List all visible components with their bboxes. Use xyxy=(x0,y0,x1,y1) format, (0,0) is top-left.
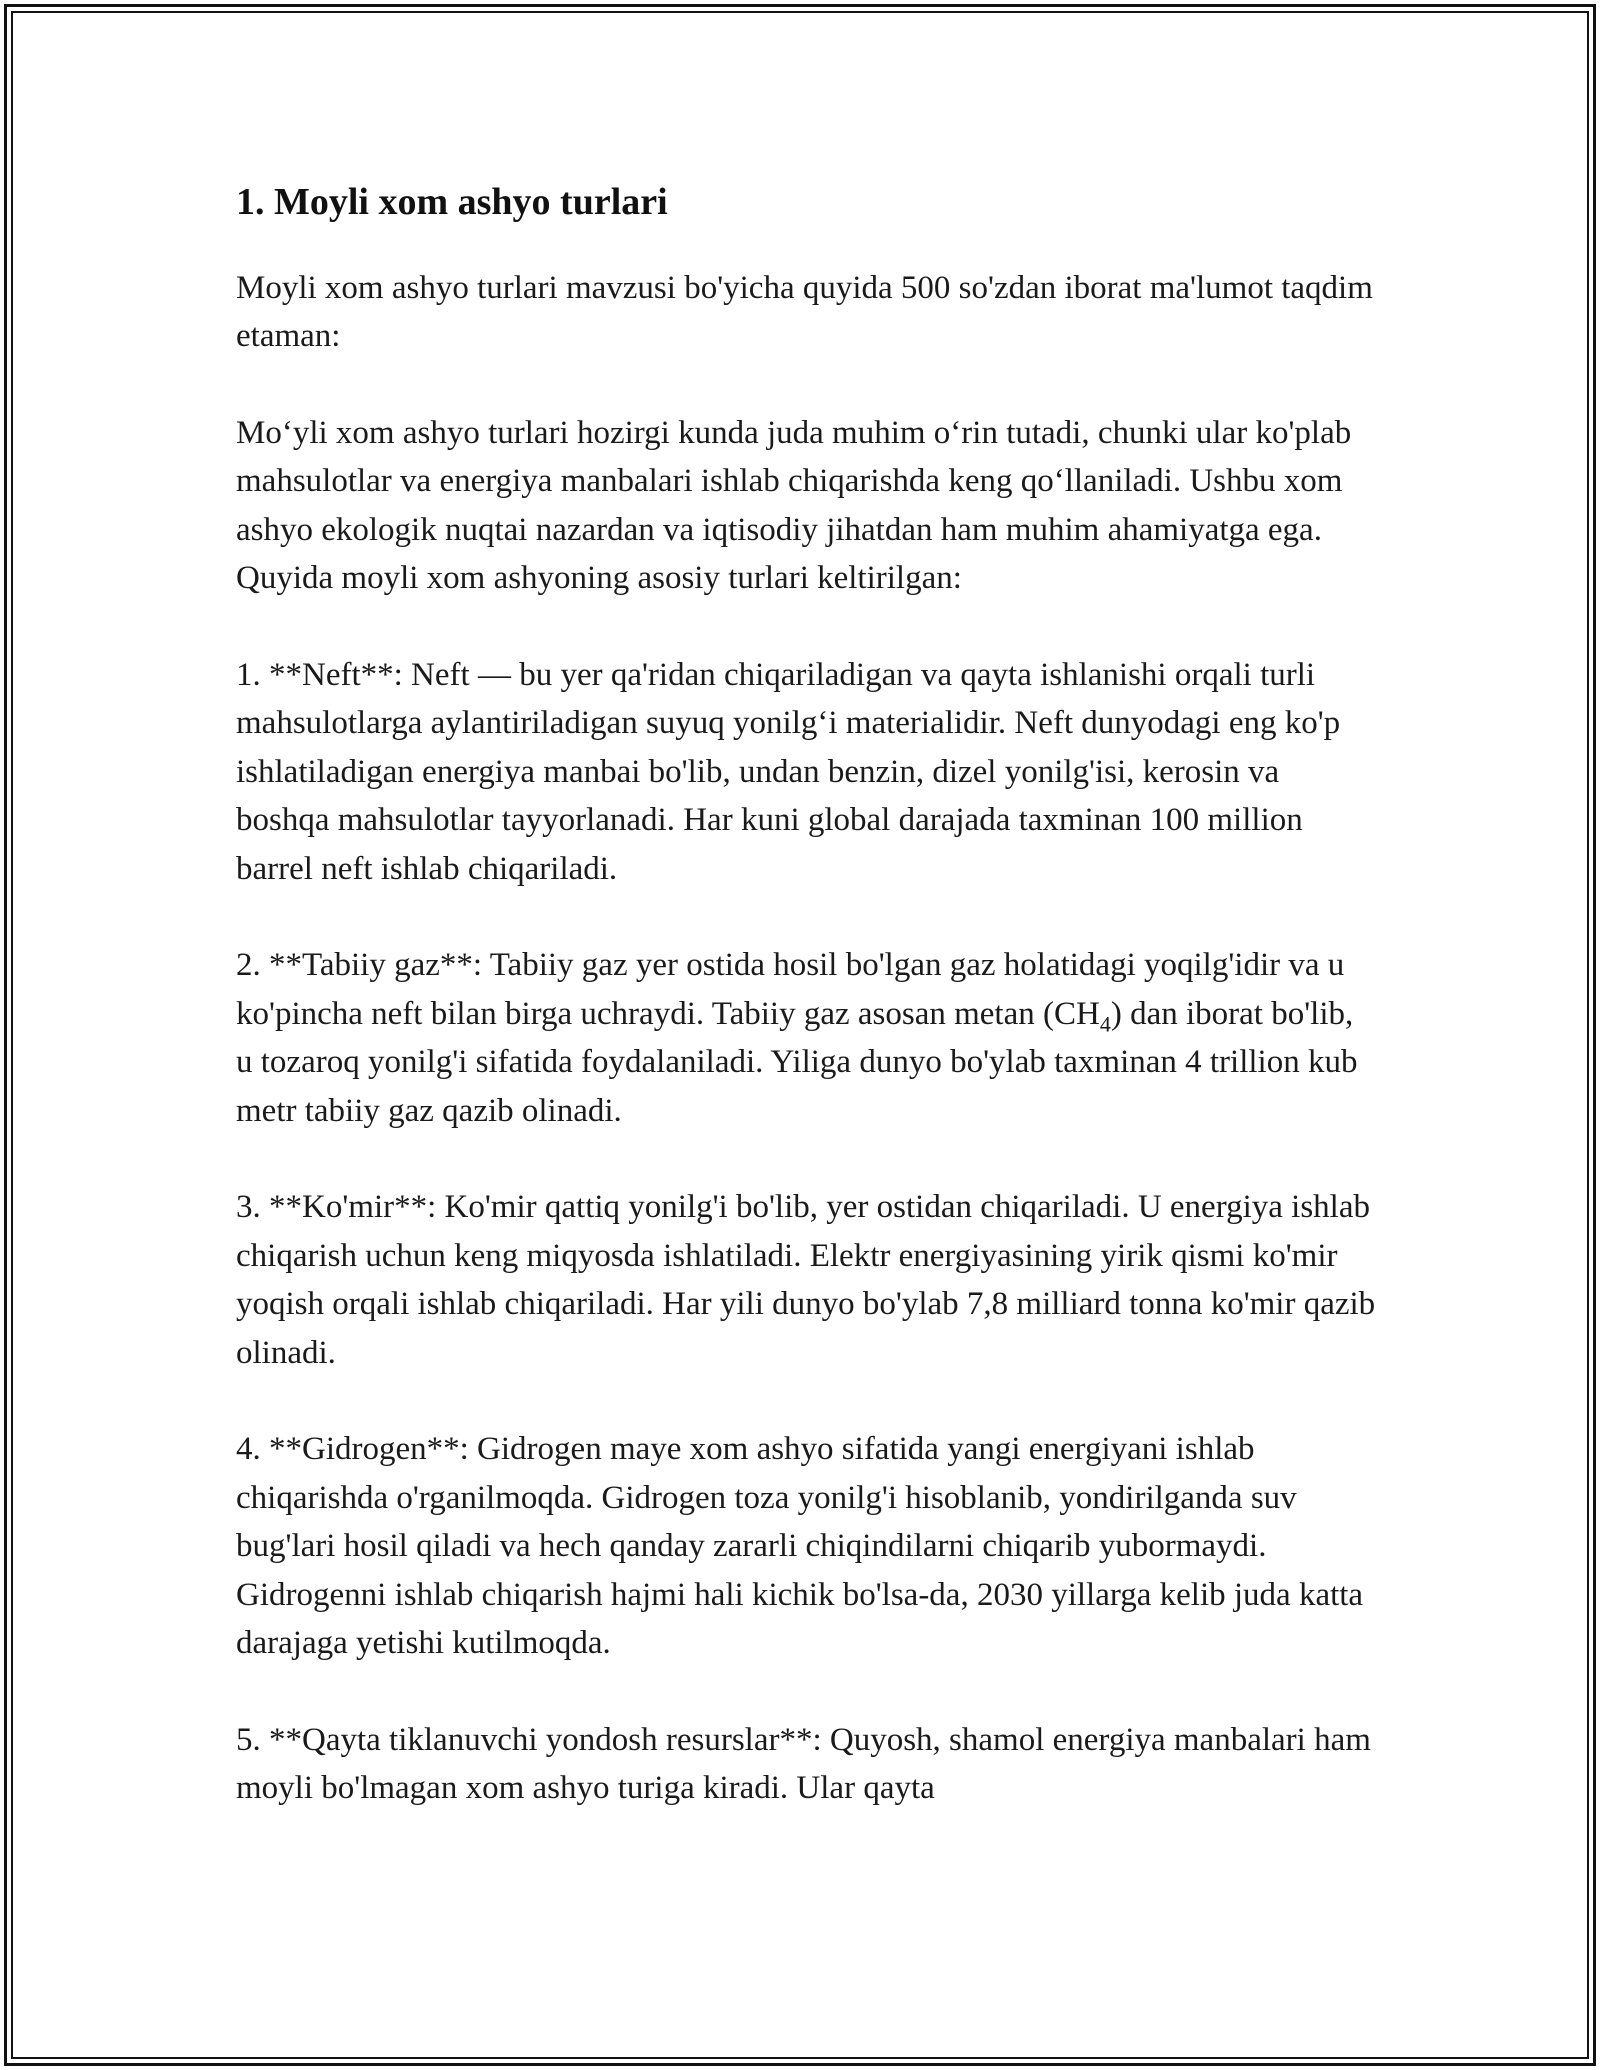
list-item-neft: 1. **Neft**: Neft — bu yer qa'ridan chiqariladigan va qayta ishlanishi orqali turli mahsulotlarga aylantiriladigan suyuq yonilg‘i materialidir. Neft dunyodagi eng ko'p ishlatiladigan energiya manbai bo'lib, undan benzin, dizel yonilg'isi, kerosin va boshqa mahsulotlar tayyorlanadi. Har kuni global darajada taxminan 100 million barrel neft ishlab chiqariladi. xyxy=(236,656,1341,887)
gaz-text-part2: ) dan iborat bo'lib, u tozaroq yonilg'i sifatida foydalaniladi. Yiliga dunyo bo'ylab taxminan 4 trillion kub metr tabiiy gaz qazib olinadi. xyxy=(236,995,1358,1129)
list-item-komir: 3. **Ko'mir**: Ko'mir qattiq yonilg'i bo'lib, yer ostidan chiqariladi. U energiya ishlab chiqarish uchun keng miqyosda ishlatiladi. Elektr energiyasining yirik qismi ko'mir yoqish orqali ishlab chiqariladi. Har yili dunyo bo'ylab 7,8 milliard tonna ko'mir qazib olinadi. xyxy=(236,1189,1376,1371)
list-item-gidrogen: 4. **Gidrogen**: Gidrogen maye xom ashyo sifatida yangi energiyani ishlab chiqarishda o'rganilmoqda. Gidrogen toza yonilg'i hisoblanib, yondirilganda suv bug'lari hosil qiladi va hech qanday zararli chiqindilarni chiqarib yubormaydi. Gidrogenni ishlab chiqarish hajmi hali kichik bo'lsa-da, 2030 yillarga kelib juda katta darajaga yetishi kutilmoqda. xyxy=(236,1431,1364,1662)
overview-paragraph: Mo‘yli xom ashyo turlari hozirgi kunda juda muhim o‘rin tutadi, chunki ular ko'plab mahsulotlar va energiya manbalari ishlab chiqarishda keng qo‘llaniladi. Ushbu xom ashyo ekologik nuqtai nazardan va iqtisodiy jihatdan ham muhim ahamiyatga ega. Quyida moyli xom ashyoning asosiy turlari keltirilgan: xyxy=(236,414,1352,597)
list-item-resurslar: 5. **Qayta tiklanuvchi yondosh resurslar**: Quyosh, shamol energiya manbalari ham moyli bo'lmagan xom ashyo turiga kiradi. Ular qayta xyxy=(236,1721,1371,1807)
document-body xyxy=(236,180,1376,1861)
section-heading: 1. Moyli xom ashyo turlari xyxy=(236,181,668,223)
intro-paragraph: Moyli xom ashyo turlari mavzusi bo'yicha quyida 500 so'zdan iborat ma'lumot taqdim etaman: xyxy=(236,269,1373,355)
gaz-text-part1: 2. **Tabiiy gaz**: Tabiiy gaz yer ostida hosil bo'lgan gaz holatidagi yoqilg'idir va u ko'pincha neft bilan birga uchraydi. Tabiiy gaz asosan metan (CH xyxy=(236,947,1345,1032)
methane-subscript: 4 xyxy=(1099,1011,1111,1037)
list-item-tabiiy-gaz xyxy=(236,941,1376,1135)
